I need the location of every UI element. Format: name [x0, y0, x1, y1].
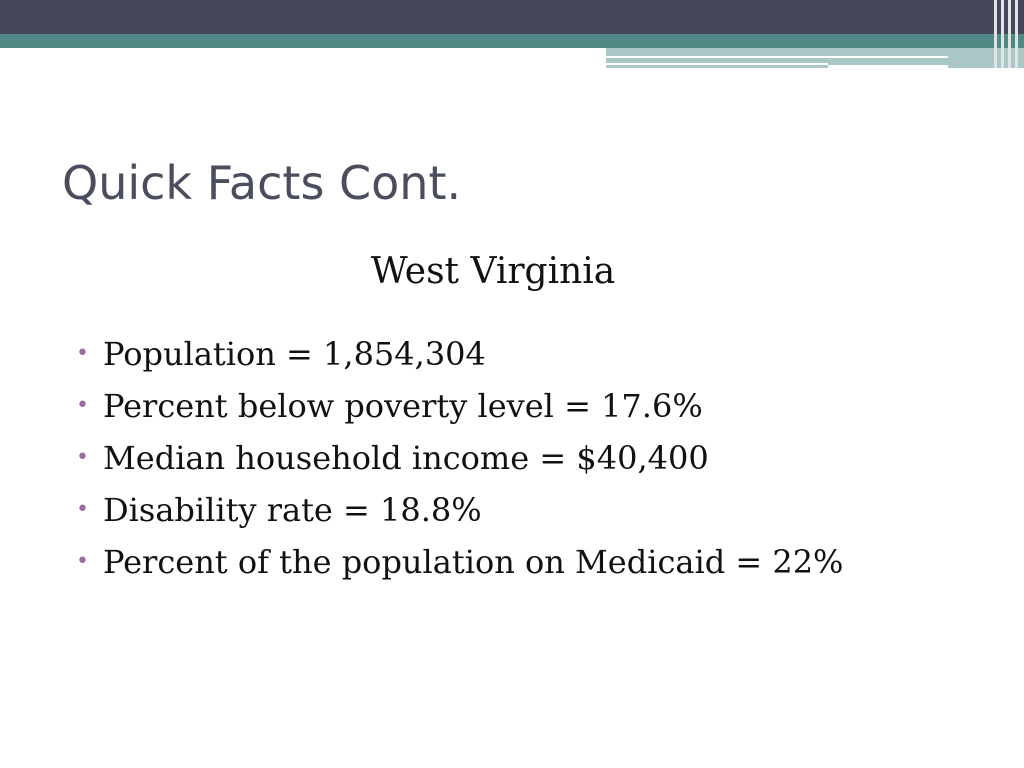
header-band-light	[606, 48, 1024, 68]
bullet-text: Percent below poverty level = 17.6%	[103, 387, 703, 425]
bullet-dot-icon: •	[76, 393, 89, 418]
slide-title: Quick Facts Cont.	[62, 156, 462, 210]
bullet-item	[76, 484, 843, 536]
bullet-dot-icon: •	[76, 549, 89, 574]
bullet-item	[76, 380, 843, 432]
bullet-dot-icon: •	[76, 497, 89, 522]
bullet-item	[76, 328, 843, 380]
bullet-text: Disability rate = 18.8%	[103, 491, 482, 529]
header-band-dark	[0, 0, 1024, 34]
bullet-list	[76, 328, 843, 588]
header-accent-line	[828, 65, 948, 68]
bullet-dot-icon: •	[76, 445, 89, 470]
header-accent-line	[606, 56, 948, 58]
slide-subtitle: West Virginia	[370, 251, 616, 292]
bullet-dot-icon: •	[76, 341, 89, 366]
bullet-text: Population = 1,854,304	[103, 335, 486, 373]
bullet-item	[76, 536, 843, 588]
stripe	[1001, 0, 1004, 68]
header-band-teal	[0, 34, 1024, 48]
stripe	[994, 0, 997, 68]
bullet-item	[76, 432, 843, 484]
header-accent-line	[606, 63, 828, 65]
bullet-text: Median household income = $40,400	[103, 439, 709, 477]
bullet-text: Percent of the population on Medicaid = 22%	[103, 543, 844, 581]
header-vertical-stripes	[990, 0, 1024, 68]
stripe	[1015, 0, 1018, 68]
stripe	[1008, 0, 1011, 68]
